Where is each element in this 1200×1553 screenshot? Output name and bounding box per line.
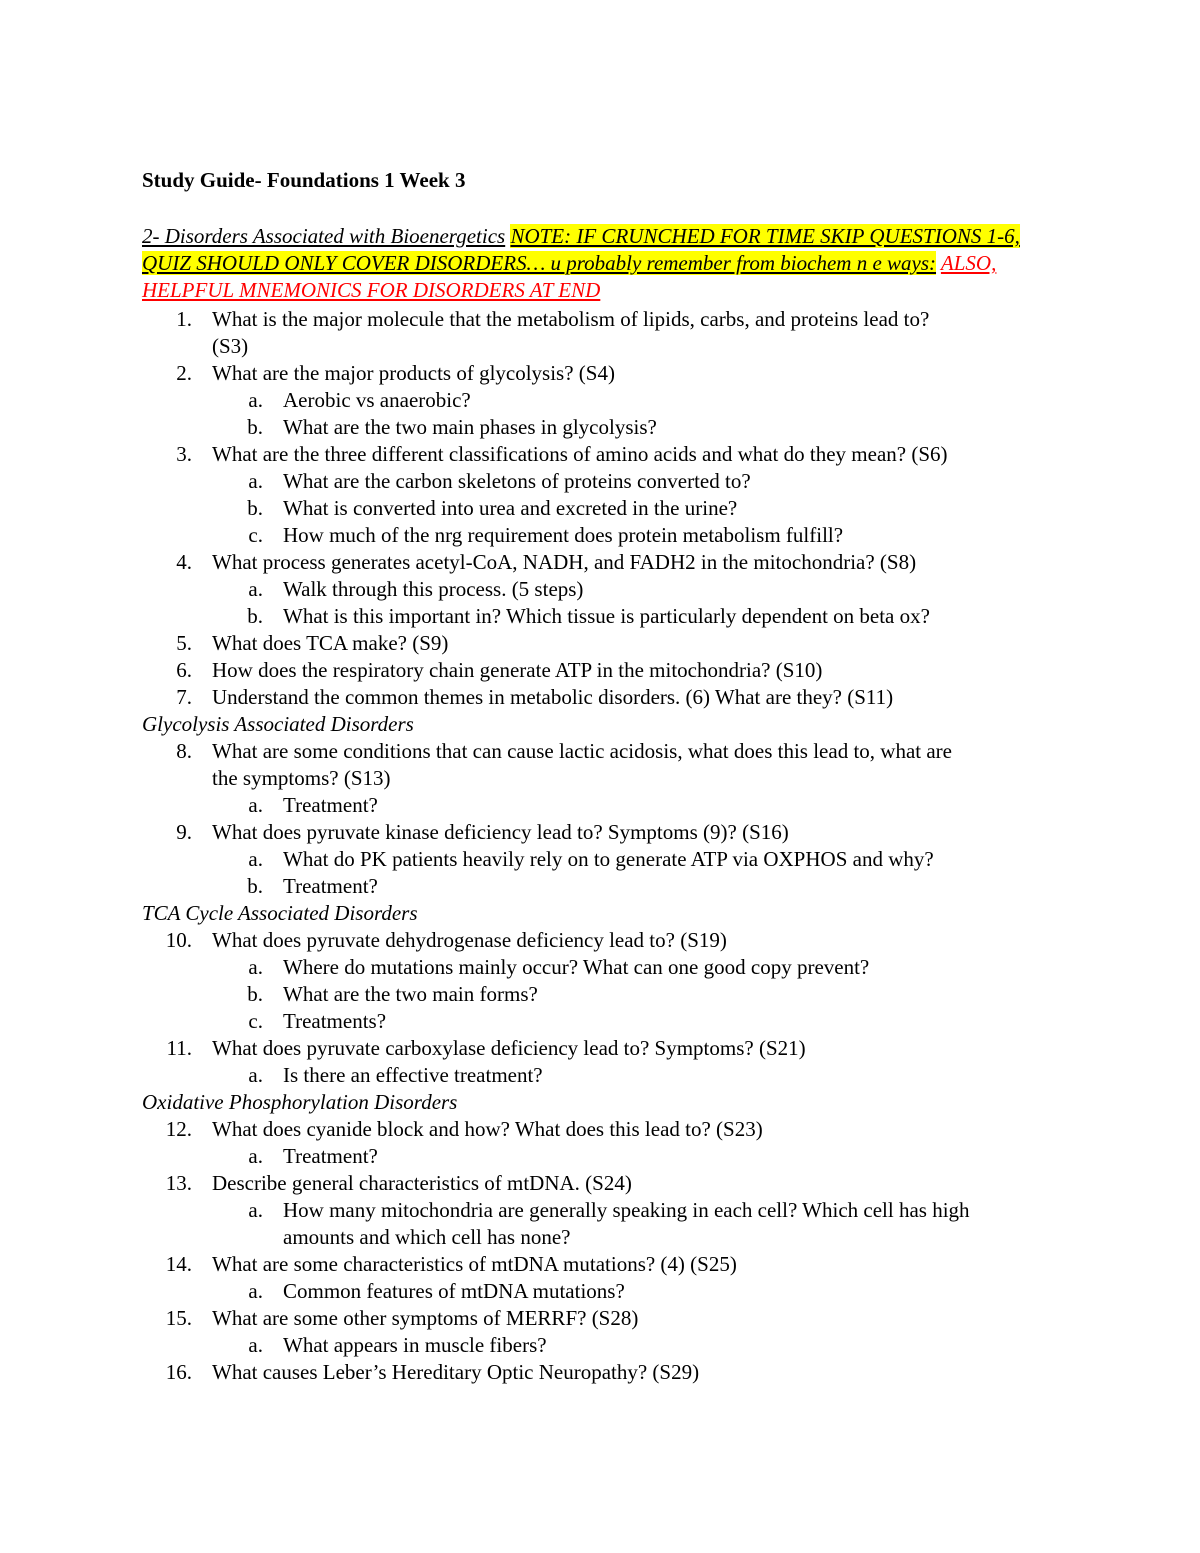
question-number: 10.: [165, 928, 192, 952]
sub-question-text: Aerobic vs anaerobic?: [283, 388, 471, 412]
question-text: Describe general characteristics of mtDNA. (S24): [212, 1171, 632, 1195]
sub-question-item: [142, 1332, 1062, 1359]
sub-question-letter: a.: [248, 1144, 263, 1168]
sub-question-letter: a.: [248, 1198, 263, 1222]
sub-question-item: [142, 981, 1062, 1008]
question-text: What does pyruvate kinase deficiency lead to? Symptoms (9)? (S16): [212, 820, 789, 844]
sub-question-letter: a.: [248, 1063, 263, 1087]
question-number: 3.: [176, 442, 192, 466]
sub-question-item: [142, 1197, 1062, 1224]
question-text: What are some conditions that can cause lactic acidosis, what does this lead to, what are: [212, 739, 952, 763]
section-heading-tca: TCA Cycle Associated Disorders: [142, 901, 418, 925]
sub-question-letter: a.: [248, 847, 263, 871]
question-text: What does pyruvate dehydrogenase deficiency lead to? (S19): [212, 928, 727, 952]
sub-question-letter: c.: [248, 523, 263, 547]
question-item: [142, 441, 1062, 468]
question-number: 9.: [176, 820, 192, 844]
question-text: What are some characteristics of mtDNA mutations? (4) (S25): [212, 1252, 737, 1276]
sub-question-text: Treatments?: [283, 1009, 387, 1033]
question-text: What is the major molecule that the metabolism of lipids, carbs, and proteins lead to?: [212, 307, 930, 331]
question-text: What are some other symptoms of MERRF? (S28): [212, 1306, 639, 1330]
sub-question-item: [142, 846, 1062, 873]
question-text: (S3): [212, 334, 249, 358]
sub-question-letter: b.: [247, 415, 263, 439]
sub-question-letter: a.: [248, 955, 263, 979]
highlighted-note: NOTE: IF CRUNCHED FOR TIME SKIP QUESTIONS 1-6, QUIZ SHOULD ONLY COVER DISORDERS… u probably remember from biochem n e ways:: [142, 224, 1020, 275]
question-item: [142, 657, 1062, 684]
question-number: 14.: [165, 1252, 192, 1276]
question-text: What are the major products of glycolysis? (S4): [212, 361, 615, 385]
sub-question-item: [142, 954, 1062, 981]
question-item: [142, 360, 1062, 387]
sub-question-text: What are the carbon skeletons of proteins converted to?: [283, 469, 751, 493]
question-text: What process generates acetyl-CoA, NADH, and FADH2 in the mitochondria? (S8): [212, 550, 917, 574]
question-item: [142, 927, 1062, 954]
sub-question-text: What appears in muscle fibers?: [283, 1333, 547, 1357]
sub-question-item: [142, 1278, 1062, 1305]
question-text: What causes Leber’s Hereditary Optic Neuropathy? (S29): [212, 1360, 700, 1384]
question-number: 15.: [165, 1306, 192, 1330]
sub-question-text: What do PK patients heavily rely on to generate ATP via OXPHOS and why?: [283, 847, 934, 871]
question-continuation: [142, 333, 1062, 360]
sub-question-letter: a.: [248, 388, 263, 412]
question-text: Understand the common themes in metabolic disorders. (6) What are they? (S11): [212, 685, 894, 709]
sub-question-text: How much of the nrg requirement does protein metabolism fulfill?: [283, 523, 844, 547]
sub-question-item: [142, 1008, 1062, 1035]
question-text: the symptoms? (S13): [212, 766, 391, 790]
sub-question-letter: a.: [248, 793, 263, 817]
sub-question-item: [142, 1062, 1062, 1089]
question-number: 6.: [176, 658, 192, 682]
sub-question-letter: a.: [248, 469, 263, 493]
question-item: [142, 1305, 1062, 1332]
question-number: 5.: [176, 631, 192, 655]
question-item: [142, 1359, 1062, 1386]
sub-question-item: [142, 387, 1062, 414]
sub-question-item: [142, 603, 1062, 630]
question-number: 2.: [176, 361, 192, 385]
question-text: What does TCA make? (S9): [212, 631, 449, 655]
sub-question-item: [142, 1143, 1062, 1170]
sub-question-text: Treatment?: [283, 793, 378, 817]
sub-question-item: [142, 576, 1062, 603]
question-item: [142, 738, 1062, 765]
sub-question-letter: a.: [248, 577, 263, 601]
question-item: [142, 819, 1062, 846]
sub-question-item: [142, 414, 1062, 441]
document-title: Study Guide- Foundations 1 Week 3: [142, 168, 466, 192]
question-number: 1.: [176, 307, 192, 331]
question-item: [142, 549, 1062, 576]
question-item: [142, 1116, 1062, 1143]
sub-question-text: Treatment?: [283, 874, 378, 898]
question-number: 4.: [176, 550, 192, 574]
question-number: 11.: [166, 1036, 192, 1060]
question-number: 7.: [176, 685, 192, 709]
section-heading-glycolysis: Glycolysis Associated Disorders: [142, 712, 414, 736]
question-item: [142, 306, 1062, 333]
mnemonics-note: ALSO, HELPFUL MNEMONICS FOR DISORDERS AT END: [142, 251, 997, 302]
sub-question-letter: a.: [248, 1279, 263, 1303]
topic-heading: 2- Disorders Associated with Bioenergetics: [142, 224, 506, 248]
sub-question-text: Walk through this process. (5 steps): [283, 577, 584, 601]
question-number: 12.: [165, 1117, 192, 1141]
sub-question-text: Common features of mtDNA mutations?: [283, 1279, 625, 1303]
question-text: What are the three different classifications of amino acids and what do they mean? (S6): [212, 442, 948, 466]
sub-question-letter: b.: [247, 982, 263, 1006]
sub-question-text: What are the two main forms?: [283, 982, 538, 1006]
sub-question-letter: b.: [247, 496, 263, 520]
sub-question-text: amounts and which cell has none?: [283, 1225, 571, 1249]
question-list: [142, 306, 1062, 1386]
sub-question-text: What is this important in? Which tissue is particularly dependent on beta ox?: [283, 604, 930, 628]
question-number: 13.: [165, 1171, 192, 1195]
sub-question-letter: b.: [247, 874, 263, 898]
sub-question-letter: c.: [248, 1009, 263, 1033]
question-text: How does the respiratory chain generate ATP in the mitochondria? (S10): [212, 658, 823, 682]
question-item: [142, 1251, 1062, 1278]
question-item: [142, 684, 1062, 711]
sub-question-letter: a.: [248, 1333, 263, 1357]
sub-question-item: [142, 468, 1062, 495]
sub-question-continuation: [142, 1224, 1062, 1251]
section-heading-oxphos: Oxidative Phosphorylation Disorders: [142, 1090, 458, 1114]
question-item: [142, 1170, 1062, 1197]
sub-question-item: [142, 792, 1062, 819]
section-intro: [142, 223, 1042, 304]
question-item: [142, 1035, 1062, 1062]
sub-question-item: [142, 495, 1062, 522]
question-number: 16.: [165, 1360, 192, 1384]
sub-question-text: How many mitochondria are generally speaking in each cell? Which cell has high: [283, 1198, 970, 1222]
question-number: 8.: [176, 739, 192, 763]
question-text: What does pyruvate carboxylase deficiency lead to? Symptoms? (S21): [212, 1036, 806, 1060]
sub-question-text: What is converted into urea and excreted in the urine?: [283, 496, 738, 520]
sub-question-text: What are the two main phases in glycolysis?: [283, 415, 657, 439]
sub-question-item: [142, 522, 1062, 549]
question-continuation: [142, 765, 1062, 792]
sub-question-item: [142, 873, 1062, 900]
sub-question-text: Is there an effective treatment?: [283, 1063, 543, 1087]
sub-question-letter: b.: [247, 604, 263, 628]
question-item: [142, 630, 1062, 657]
question-text: What does cyanide block and how? What does this lead to? (S23): [212, 1117, 763, 1141]
sub-question-text: Where do mutations mainly occur? What can one good copy prevent?: [283, 955, 870, 979]
sub-question-text: Treatment?: [283, 1144, 378, 1168]
